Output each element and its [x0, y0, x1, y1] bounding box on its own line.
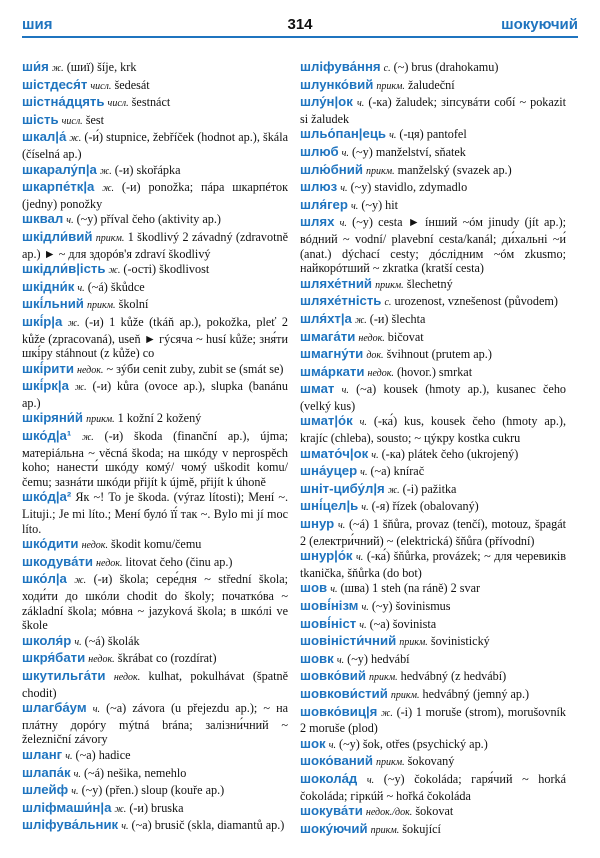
dictionary-entry: [300, 60, 566, 77]
entry-grammar: ч.: [361, 602, 369, 613]
entry-translation: šokovaný: [407, 754, 455, 769]
entry-grammar: ч.: [359, 417, 367, 429]
dictionary-entry: [22, 748, 288, 765]
entry-translation: (-ка́) šňůrka, provázek; ~ для черевиків tkanička, šňůrka (do bot): [300, 549, 566, 580]
entry-translation: (шиї) šíje, krk: [66, 60, 137, 74]
entry-headword: шмато́ч|ок: [300, 445, 369, 461]
entry-translation: (~а) závora (u přejezdu ap.); ~ на плáтну дорóгу mýtná brána; залізни́чний ~ železniční závory: [22, 701, 288, 747]
dictionary-entry: [22, 60, 288, 77]
entry-translation: (~у) čokoláda; гаря́чий ~ horká čokoláda; гіркúй ~ hořká čokoláda: [300, 771, 566, 803]
entry-grammar: ч.: [77, 282, 85, 294]
dictionary-entry: [22, 212, 288, 229]
entry-translation: hedvábný (z hedvábí): [400, 669, 507, 684]
entry-grammar: ч.: [336, 654, 345, 666]
entry-headword: шовко́вий: [300, 668, 366, 684]
dictionary-entry: [300, 347, 566, 364]
entry-headword: шкі́р|а: [22, 313, 63, 329]
entry-headword: шнур|о́к: [300, 548, 353, 564]
entry-grammar: прикм.: [399, 637, 428, 649]
entry-headword: школя́р: [22, 632, 72, 648]
entry-headword: шко́д|а¹: [22, 428, 72, 444]
entry-grammar: недок.: [96, 557, 123, 569]
entry-translation: (-и) 1 kůže (tkáň ap.), pokožka, pleť 2 kůže (zpracovaná), useň ► гýсяча ~ husí kůže; зня́ти шкі́ру stáhnout (z kůže) co: [22, 314, 288, 361]
entry-translation: bičovat: [387, 329, 424, 344]
dictionary-entry: [22, 163, 288, 180]
entry-grammar: прикм.: [376, 757, 405, 769]
entry-translation: (-і) 1 moruše (strom), morušovník 2 moruše (plod): [300, 704, 566, 736]
entry-headword: шні́цел|ь: [300, 498, 359, 514]
entry-translation: (~у) šok, otřes (psychický ap.): [339, 736, 488, 751]
entry-headword: шля́гер: [300, 196, 348, 212]
entry-grammar: прикм.: [375, 279, 404, 291]
dictionary-entry: [22, 78, 288, 95]
entry-headword: шлюз: [300, 179, 338, 195]
entry-translation: ~ зýби cenit zuby, zubit se (smát se): [106, 361, 284, 376]
entry-grammar: числ.: [107, 98, 129, 110]
entry-grammar: ч.: [366, 774, 375, 786]
entry-headword: шко́дити: [22, 536, 79, 552]
dictionary-entry: [300, 464, 566, 481]
dictionary-entry: [22, 555, 288, 572]
entry-headword: шістна́дцять: [22, 94, 105, 110]
dictionary-entry: [300, 669, 566, 686]
entry-translation: (-и) ponožka; пáра шкарпéток (jedny) ponožky: [22, 180, 288, 211]
entry-grammar: ч.: [121, 821, 129, 833]
entry-headword: шовк: [300, 650, 334, 666]
entry-grammar: прикм.: [370, 824, 400, 836]
entry-headword: шлагба́ум: [22, 700, 87, 716]
entry-grammar: ж.: [381, 707, 393, 719]
entry-headword: шкря́бати: [22, 650, 86, 666]
entry-translation: (~á) 1 šňůra, provaz (tenčí), motouz, špagát 2 (електри́чний) ~ (elektrická) šňůra (přívodní): [300, 517, 566, 548]
entry-grammar: ж.: [69, 133, 82, 145]
entry-headword: шові́нізм: [300, 598, 359, 613]
entry-grammar: прикм.: [369, 672, 398, 684]
dictionary-entry: [300, 145, 566, 162]
entry-headword: шмат|о́к: [300, 413, 353, 429]
entry-headword: шкідли́вий: [22, 228, 93, 244]
entry-translation: urozenost, vznešenost (původem): [394, 294, 558, 309]
entry-translation: litovat čeho (činu ap.): [125, 554, 233, 569]
entry-translation: šedesát: [114, 77, 150, 92]
entry-headword: шоку́ючий: [300, 820, 368, 836]
entry-translation: (шва) 1 steh (na ráně) 2 svar: [340, 581, 481, 596]
entry-grammar: прикм.: [376, 80, 405, 92]
entry-translation: šokující: [402, 821, 441, 836]
entry-translation: (-и) kůra (ovoce ap.), slupka (banánu ap.): [22, 379, 288, 410]
entry-headword: шніт-цибу́л|я: [300, 480, 385, 496]
entry-translation: šovinistický: [430, 634, 490, 649]
entry-grammar: числ.: [61, 115, 83, 127]
entry-translation: (-я) řízek (obalovaný): [371, 499, 479, 514]
dictionary-entry: [300, 78, 566, 95]
dictionary-entry: [300, 482, 566, 499]
entry-headword: шляхе́тність: [300, 293, 382, 309]
entry-translation: 1 škodlivý 2 závadný (zdravotně ap.) ► ~ для здорóв'я zdraví škodlivý: [22, 229, 288, 261]
dictionary-entry: [300, 414, 566, 445]
entry-grammar: прикм.: [86, 300, 116, 312]
entry-headword: шнур: [300, 516, 335, 532]
entry-headword: шко́л|а: [22, 571, 67, 587]
entry-translation: (~á) nešika, nemehlo: [83, 765, 187, 780]
entry-grammar: ч.: [66, 215, 74, 227]
entry-headword: шість: [22, 111, 59, 127]
dictionary-entry: [300, 617, 566, 634]
entry-translation: škodit komu/čemu: [111, 537, 202, 552]
entry-translation: (~у) stavidlo, zdymadlo: [350, 180, 468, 195]
entry-headword: шмага́ти: [300, 328, 356, 344]
entry-headword: шліфмаши́н|а: [22, 799, 112, 815]
entry-translation: (-и) škola; сере́дня ~ střední škola; ходи́ти до шкóли chodit do školy; початкóва ~ základní škola; мóвна ~ jazyková škola; в шкóлі ve škole: [22, 572, 288, 633]
entry-headword: шляхе́тний: [300, 275, 373, 291]
dictionary-entry: [22, 490, 288, 536]
entry-headword: шкарпе́тк|а: [22, 179, 95, 195]
dictionary-entry: [300, 549, 566, 580]
entry-headword: шна́уцер: [300, 463, 358, 479]
dictionary-entry: [300, 277, 566, 294]
entry-grammar: недок.: [358, 332, 385, 344]
dictionary-entry: [300, 517, 566, 548]
dictionary-entry: [300, 163, 566, 180]
dictionary-entry: [300, 737, 566, 754]
header-rule: [22, 36, 578, 38]
entry-grammar: прикм.: [390, 689, 420, 701]
entry-headword: шля́хт|а: [300, 310, 352, 326]
entry-headword: шмагну́ти: [300, 346, 364, 362]
entry-translation: (~у) cesta ► íнший ~óм jinudy (jít ap.); вóдний ~ vodní/ plavební cesta/kanál; ди́хальні ~и́ (anat.) dýchací cesty; дóслідним ~óм zkusmo; найкорóтший ~ zkratka (kratší cesta): [300, 215, 566, 276]
entry-headword: шльо́пан|ець: [300, 126, 387, 142]
dictionary-entry: [22, 701, 288, 747]
entry-translation: (~у) hit: [361, 197, 399, 212]
entry-headword: шокува́ти: [300, 803, 363, 819]
dictionary-entry: [22, 429, 288, 489]
entry-translation: (~á) školák: [84, 633, 140, 648]
entry-translation: (~а) šovinista: [369, 616, 437, 631]
entry-headword: шкі́льний: [22, 296, 84, 312]
entry-grammar: ч.: [359, 619, 367, 631]
entry-translation: hedvábný (jemný ap.): [422, 686, 530, 701]
page-header: [22, 10, 578, 34]
entry-headword: шлю́бний: [300, 161, 363, 177]
entry-grammar: прикм.: [366, 165, 395, 177]
entry-grammar: ж.: [67, 317, 80, 329]
entry-translation: škrábat co (rozdírat): [117, 651, 217, 666]
entry-headword: шокола́д: [300, 770, 358, 786]
entry-translation: kulhat, pokulhávat (špatně chodit): [22, 668, 288, 700]
dictionary-entry: [300, 705, 566, 736]
dictionary-entry: [22, 766, 288, 783]
entry-grammar: ч.: [371, 449, 379, 461]
entry-translation: (~а) kousek (hmoty ap.), kusanec čeho (velký kus): [300, 382, 566, 413]
entry-grammar: ч.: [356, 98, 365, 110]
entry-headword: шлейф: [22, 782, 69, 798]
entry-grammar: ч.: [341, 385, 349, 397]
entry-grammar: недок./док.: [365, 807, 413, 819]
entry-grammar: недок.: [88, 654, 115, 666]
entry-grammar: недок.: [77, 364, 104, 376]
entry-headword: шовко́виц|я: [300, 703, 378, 719]
entry-headword: шістдеся́т: [22, 76, 88, 92]
entry-headword: шко́д|а²: [22, 489, 72, 505]
entry-grammar: ч.: [360, 467, 368, 479]
entry-headword: шкі́рк|а: [22, 378, 69, 394]
dictionary-entry: [300, 382, 566, 413]
entry-translation: šestnáct: [131, 95, 171, 110]
entry-headword: шкідни́к: [22, 278, 75, 294]
entry-translation: švihnout (prutem ap.): [386, 347, 492, 362]
entry-translation: (-ка) žaludek; зіпсувáти собí ~ pokazit si žaludek: [300, 95, 566, 126]
entry-grammar: недок.: [367, 367, 394, 379]
entry-headword: шкутильга́ти: [22, 667, 106, 683]
entry-headword: шлу́н|ок: [300, 94, 353, 110]
entry-grammar: ж.: [74, 575, 87, 587]
entry-grammar: ж.: [99, 165, 112, 177]
entry-translation: (~á) škůdce: [87, 279, 145, 294]
dictionary-entry: [22, 297, 288, 314]
entry-grammar: ч.: [389, 130, 397, 142]
entry-headword: шлях: [300, 214, 335, 230]
entry-translation: (~у) hedvábí: [347, 651, 410, 666]
entry-grammar: ч.: [339, 218, 347, 230]
entry-headword: ши́я: [22, 60, 49, 74]
dictionary-entry: [300, 652, 566, 669]
entry-grammar: ч.: [74, 636, 82, 648]
dictionary-entry: [300, 215, 566, 275]
dictionary-entry: [22, 801, 288, 818]
dictionary-entry: [300, 330, 566, 347]
entry-grammar: ч.: [73, 768, 81, 780]
entry-translation: manželský (svazek ap.): [397, 162, 512, 177]
entry-grammar: ж.: [82, 432, 94, 444]
dictionary-entry: [22, 95, 288, 112]
entry-translation: (-і) pažitka: [402, 481, 457, 496]
left-column: [22, 60, 288, 840]
dictionary-entry: [300, 581, 566, 598]
entry-headword: шовкови́стий: [300, 685, 388, 701]
dictionary-entry: [22, 262, 288, 279]
dictionary-entry: [22, 634, 288, 651]
entry-headword: шліфува́льник: [22, 817, 119, 833]
entry-grammar: недок.: [113, 671, 141, 683]
dictionary-entry: [300, 95, 566, 126]
dictionary-entry: [300, 180, 566, 197]
entry-grammar: ч.: [351, 200, 359, 212]
entry-translation: (-и) skořápka: [114, 162, 181, 177]
dictionary-entry: [22, 572, 288, 632]
entry-headword: шлюб: [300, 143, 339, 159]
entry-translation: Як ~! To je škoda. (výraz lítosti); Менí ~. Lituji.; Je mi líto.; Менí булó її́ так ~. Bylo mi jí moc líto.: [22, 490, 288, 536]
dictionary-entry: [22, 783, 288, 800]
entry-grammar: числ.: [90, 80, 112, 92]
entry-grammar: ж.: [354, 314, 367, 326]
entry-grammar: ч.: [341, 147, 349, 159]
entry-headword: шлунко́вий: [300, 76, 374, 92]
entry-translation: (-и) šlechta: [369, 311, 426, 326]
entry-headword: шкал|а́: [22, 129, 67, 145]
entry-grammar: ч.: [361, 502, 369, 514]
entry-headword: шові́ніст: [300, 615, 357, 631]
header-first-word: шия: [22, 16, 53, 33]
entry-headword: шкодува́ти: [22, 553, 93, 569]
dictionary-entry: [22, 537, 288, 554]
dictionary-entry: [300, 634, 566, 651]
entry-headword: шов: [300, 580, 328, 596]
entry-headword: шма́ркати: [300, 363, 365, 379]
entry-grammar: ч.: [328, 739, 336, 751]
entry-grammar: ж.: [51, 63, 64, 74]
entry-translation: šokovat: [415, 804, 454, 819]
entry-translation: šest: [85, 112, 105, 127]
right-column: [300, 60, 566, 840]
entry-translation: (~у) manželství, sňatek: [351, 144, 466, 159]
entry-grammar: прикм.: [86, 414, 115, 426]
entry-headword: шквал: [22, 211, 64, 227]
entry-grammar: ч.: [337, 520, 346, 532]
entry-headword: шланг: [22, 746, 63, 762]
dictionary-entry: [300, 365, 566, 382]
dictionary-entry: [300, 127, 566, 144]
entry-headword: шок: [300, 735, 326, 751]
entry-grammar: ж.: [108, 265, 121, 277]
entry-grammar: док.: [366, 350, 384, 362]
dictionary-entry: [22, 411, 288, 428]
dictionary-entry: [22, 315, 288, 361]
dictionary-entry: [300, 294, 566, 311]
entry-headword: шоко́ваний: [300, 753, 373, 769]
entry-grammar: ч.: [92, 704, 100, 716]
entry-grammar: ч.: [71, 786, 79, 798]
dictionary-entry: [22, 651, 288, 668]
dictionary-entry: [22, 113, 288, 130]
entry-grammar: ч.: [65, 750, 73, 762]
entry-translation: (~у) (přen.) sloup (kouře ap.): [81, 783, 225, 798]
entry-translation: (-ості) škodlivost: [123, 262, 210, 277]
entry-grammar: ч.: [340, 183, 348, 195]
dictionary-entry: [300, 804, 566, 821]
entry-grammar: недок.: [81, 540, 108, 552]
entry-headword: шмат: [300, 381, 335, 397]
dictionary-entry: [300, 599, 566, 616]
entry-translation: (-ка́) kus, kousek čeho (hmoty ap.), krajíc (chleba), sousto; ~ цýкру kostka cukru: [300, 414, 566, 446]
entry-translation: (-и́) stupnice, žebříček (hodnot ap.), škála (číselná ap.): [22, 130, 288, 161]
dictionary-entry: [22, 818, 288, 835]
entry-translation: (-и) bruska: [129, 800, 184, 815]
entry-translation: (~а) brusič (skla, diamantů ap.): [131, 818, 285, 833]
entry-grammar: ч.: [356, 552, 364, 564]
entry-translation: (~) brus (drahokamu): [393, 60, 499, 74]
dictionary-entry: [300, 198, 566, 215]
dictionary-entry: [300, 772, 566, 803]
entry-translation: (~а) hadice: [75, 747, 131, 762]
entry-translation: 1 kožní 2 kožený: [117, 411, 202, 426]
entry-grammar: ж.: [387, 484, 400, 496]
dictionary-entry: [22, 379, 288, 410]
entry-grammar: ж.: [74, 382, 87, 394]
dictionary-entry: [300, 822, 566, 839]
entry-grammar: ч.: [330, 584, 338, 596]
entry-headword: шкідли́в|ість: [22, 261, 106, 277]
entry-grammar: ж.: [102, 183, 115, 195]
entry-translation: (-ця) pantofel: [399, 127, 467, 142]
entry-translation: šlechetný: [406, 276, 453, 291]
page-number: 314: [287, 16, 313, 33]
entry-translation: (~а) knírač: [370, 464, 425, 479]
entry-headword: шкі́рити: [22, 360, 74, 376]
dictionary-entry: [22, 362, 288, 379]
entry-translation: (-и) škoda (finanční ap.), újma; матеріáльна ~ věcná škoda; на шкóду v neprospěch koho; нанести́ шкóду комý/ чомý uškodit komu/čemu; зазнáти шкóди přijít k újmě, přijít k úhoně: [22, 429, 288, 489]
dictionary-entry: [300, 447, 566, 464]
dictionary-entry: [300, 499, 566, 516]
entry-grammar: прикм.: [95, 232, 125, 244]
entry-grammar: с.: [383, 63, 391, 74]
entry-grammar: ж.: [114, 803, 127, 815]
entry-grammar: с.: [384, 297, 392, 309]
entry-headword: шовіністи́чний: [300, 633, 397, 649]
dictionary-entry: [22, 669, 288, 700]
dictionary-entry: [22, 230, 288, 261]
entry-translation: (-ка) plátek čeho (ukrojený): [381, 446, 519, 461]
entry-headword: шлапа́к: [22, 764, 71, 780]
entry-translation: (~у) příval čeho (aktivity ap.): [76, 212, 221, 227]
entry-translation: (~у) šovinismus: [371, 599, 451, 613]
dictionary-entry: [300, 687, 566, 704]
entry-headword: шкаралу́п|а: [22, 161, 97, 177]
dictionary-entry: [300, 312, 566, 329]
entry-headword: шкіряни́й: [22, 410, 84, 426]
dictionary-entry: [22, 180, 288, 211]
entry-translation: (hovor.) smrkat: [396, 364, 473, 379]
header-last-word: шокуючий: [501, 16, 578, 33]
dictionary-entry: [300, 754, 566, 771]
dictionary-entry: [22, 280, 288, 297]
entry-translation: školní: [118, 297, 149, 312]
entry-headword: шліфува́ння: [300, 60, 381, 74]
dictionary-entry: [22, 130, 288, 161]
entry-translation: žaludeční: [407, 77, 455, 92]
